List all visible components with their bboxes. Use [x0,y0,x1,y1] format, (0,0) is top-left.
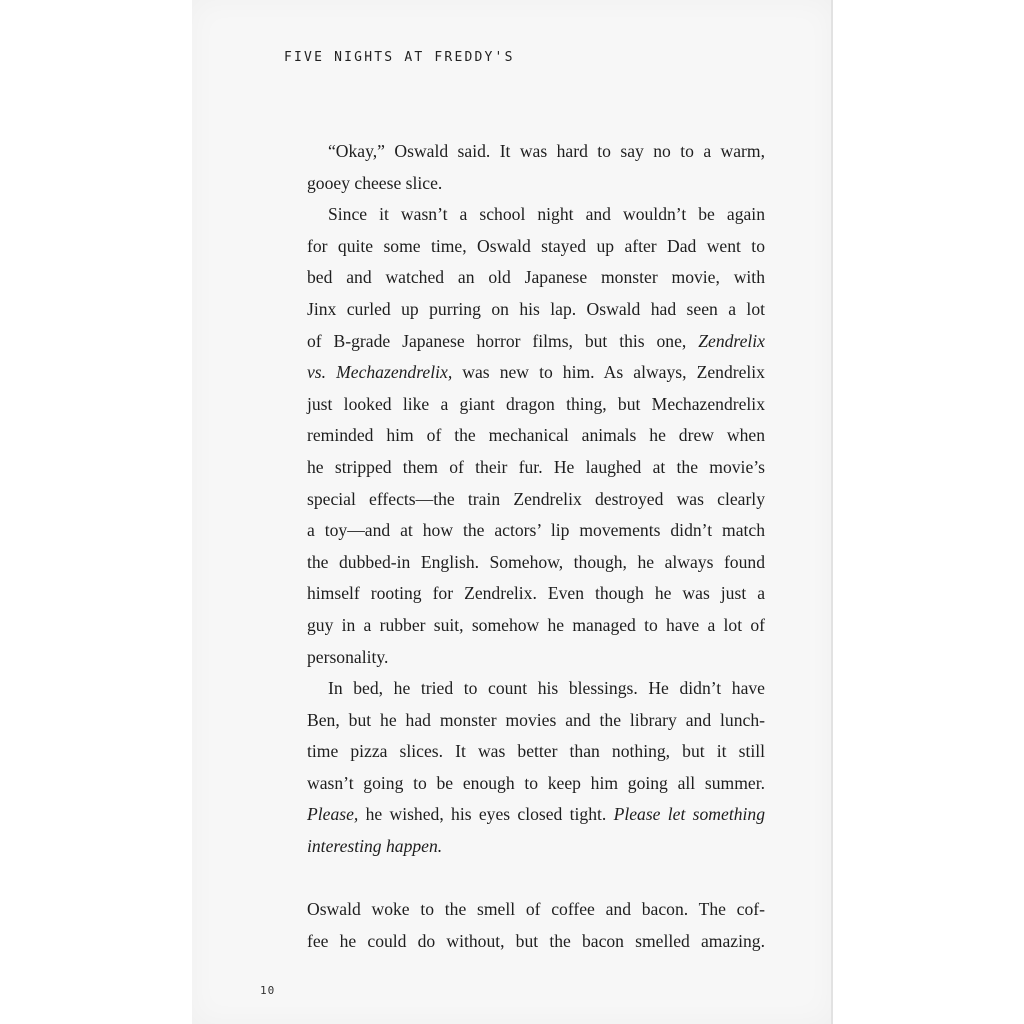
section-break [307,863,765,895]
text-line: time pizza slices. It was better than nothing, but it still [307,741,765,762]
text-line: vs. Mechazendrelix, was new to him. As always, Zendrelix [307,362,765,383]
text-line: Oswald woke to the smell of coffee and bacon. The cof- [307,899,765,920]
text-line: a toy—and at how the actors’ lip movements didn’t match [307,520,765,541]
text-line: of B-grade Japanese horror films, but this one, Zendrelix [307,330,765,351]
text-line: special effects—the train Zendrelix destroyed was clearly [307,488,765,509]
text-line: reminded him of the mechanical animals he drew when [307,425,765,446]
text-line: interesting happen. [307,836,443,857]
text-line: Please, he wished, his eyes closed tight. Please let something [307,804,765,825]
text-line: “Okay,” Oswald said. It was hard to say no to a warm, [328,141,765,161]
text-line: In bed, he tried to count his blessings. He didn’t have [328,678,765,699]
text-line: Since it wasn’t a school night and wouldn’t be again [328,204,765,225]
text-line: just looked like a giant dragon thing, but Mechazendrelix [307,393,765,414]
text-line: Jinx curled up purring on his lap. Oswald had seen a lot [307,298,765,319]
text-line: himself rooting for Zendrelix. Even though he was just a [307,583,765,604]
text-line: personality. [307,646,389,667]
text-line: the dubbed-in English. Somehow, though, he always found [307,551,765,572]
text-line: he stripped them of their fur. He laughed at the movie’s [307,456,765,477]
text-line: Ben, but he had monster movies and the library and lunch- [307,709,765,730]
text-line: gooey cheese slice. [307,172,443,193]
running-head-title: FIVE NIGHTS AT FREDDY'S [284,50,515,65]
page-number: 10 [260,984,276,997]
text-line: bed and watched an old Japanese monster movie, with [307,267,765,288]
text-line: guy in a rubber suit, somehow he managed to have a lot of [307,614,765,635]
text-line: fee he could do without, but the bacon smelled amazing. [307,930,765,951]
page-edge [831,0,833,1024]
body-text [307,136,765,957]
text-line: for quite some time, Oswald stayed up after Dad went to [307,235,765,256]
text-line: wasn’t going to be enough to keep him going all summer. [307,772,765,793]
